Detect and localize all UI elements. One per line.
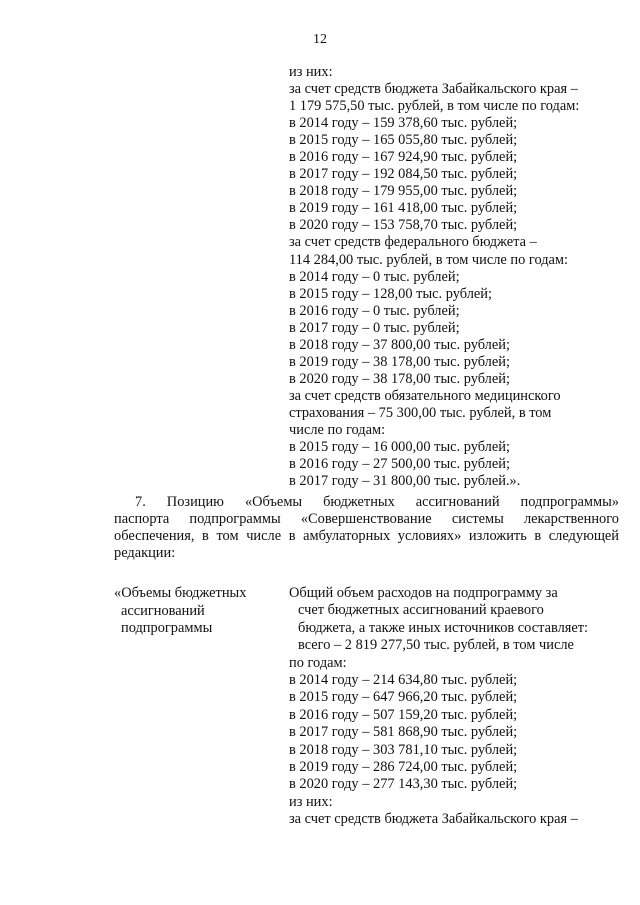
- funding-continuation-block: [289, 64, 619, 490]
- label-line: «Объемы бюджетных: [114, 585, 247, 601]
- paragraph-line: паспорта подпрограммы «Совершенствование системы лекарственного: [114, 511, 619, 528]
- value-line: в 2018 году – 303 781,10 тыс. рублей;: [289, 741, 518, 758]
- funding-line: в 2015 году – 16 000,00 тыс. рублей;: [289, 439, 510, 456]
- paragraph-line: 7. Позицию «Объемы бюджетных ассигнований подпрограммы»: [135, 494, 619, 510]
- paragraph-line: обеспечения, в том числе в амбулаторных условиях» изложить в следующей: [114, 528, 619, 545]
- value-line: счет бюджетных ассигнований краевого: [298, 602, 544, 619]
- funding-line: в 2019 году – 161 418,00 тыс. рублей;: [289, 200, 518, 217]
- value-line: в 2020 году – 277 143,30 тыс. рублей;: [289, 776, 518, 793]
- value-line: в 2014 году – 214 634,80 тыс. рублей;: [289, 671, 518, 688]
- funding-line: за счет средств федерального бюджета –: [289, 234, 537, 251]
- funding-line: в 2019 году – 38 178,00 тыс. рублей;: [289, 353, 510, 370]
- funding-line: в 2014 году – 0 тыс. рублей;: [289, 268, 460, 285]
- funding-line: в 2015 году – 128,00 тыс. рублей;: [289, 285, 492, 302]
- value-line: в 2017 году – 581 868,90 тыс. рублей;: [289, 724, 518, 741]
- label-line: подпрограммы: [121, 620, 213, 636]
- funding-line: в 2015 году – 165 055,80 тыс. рублей;: [289, 132, 518, 149]
- funding-line: числе по годам:: [289, 421, 386, 438]
- funding-line: в 2016 году – 27 500,00 тыс. рублей;: [289, 456, 510, 473]
- funding-line: в 2017 году – 192 084,50 тыс. рублей;: [289, 166, 518, 183]
- paragraph-line: редакции:: [114, 545, 176, 562]
- funding-line: в 2020 году – 153 758,70 тыс. рублей;: [289, 217, 518, 234]
- funding-line: в 2018 году – 37 800,00 тыс. рублей;: [289, 336, 510, 353]
- funding-line: в 2016 году – 0 тыс. рублей;: [289, 302, 460, 319]
- position-label-cell: [114, 585, 279, 638]
- funding-line: страхования – 75 300,00 тыс. рублей, в том: [289, 404, 552, 421]
- funding-line: из них:: [289, 64, 333, 80]
- value-line: в 2019 году – 286 724,00 тыс. рублей;: [289, 758, 518, 775]
- value-line: Общий объем расходов на подпрограмму за: [289, 585, 558, 601]
- funding-line: в 2017 году – 31 800,00 тыс. рублей.».: [289, 473, 521, 490]
- value-line: за счет средств бюджета Забайкальского края –: [289, 811, 578, 828]
- value-line: в 2015 году – 647 966,20 тыс. рублей;: [289, 689, 518, 706]
- value-line: по годам:: [289, 654, 347, 671]
- funding-line: в 2016 году – 167 924,90 тыс. рублей;: [289, 149, 518, 166]
- value-line: из них:: [289, 793, 333, 810]
- funding-line: в 2018 году – 179 955,00 тыс. рублей;: [289, 183, 518, 200]
- funding-line: 114 284,00 тыс. рублей, в том числе по годам:: [289, 251, 569, 268]
- funding-line: за счет средств бюджета Забайкальского края –: [289, 81, 578, 98]
- page-number: 12: [313, 32, 327, 47]
- funding-line: 1 179 575,50 тыс. рублей, в том числе по годам:: [289, 98, 580, 115]
- funding-line: в 2014 году – 159 378,60 тыс. рублей;: [289, 115, 518, 132]
- value-line: в 2016 году – 507 159,20 тыс. рублей;: [289, 706, 518, 723]
- value-line: всего – 2 819 277,50 тыс. рублей, в том числе: [298, 637, 574, 654]
- amendment-paragraph: [114, 494, 619, 562]
- funding-line: в 2017 году – 0 тыс. рублей;: [289, 319, 460, 336]
- position-value-cell: [289, 585, 619, 828]
- value-line: бюджета, а также иных источников составляет:: [298, 619, 589, 636]
- funding-line: в 2020 году – 38 178,00 тыс. рублей;: [289, 370, 510, 387]
- label-line: ассигнований: [121, 602, 205, 619]
- funding-line: за счет средств обязательного медицинского: [289, 387, 561, 404]
